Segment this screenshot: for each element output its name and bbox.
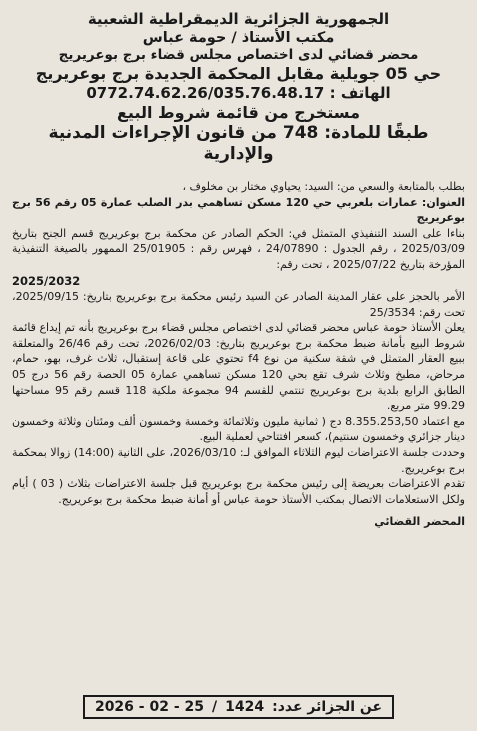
extract-title: مستخرج من قائمة شروط البيع [117,102,360,122]
publication-date: 2026 - 02 - 25 [94,699,204,715]
notice-body [12,179,465,529]
phone-label: الهاتف : [329,83,391,102]
publication-label: عن الجزائر عدد: [272,699,383,715]
announcement-paragraph: يعلن الأستاذ حومة عباس محضر قضائي لدى اختصاص مجلس قضاء برج بوعريريج بأنه تم إيداع قائمة شروط البيع بأمانة ضبط محكمة برج بوعريريج بتاريخ: 2026/02/03، تحت رقم 26/46 والمتعلقة ببيع العقار المتمثل في شقة سكنية من نوع f4 تحتوي على قاعة إستقبال، ثلاث غرف، بهو، حمام، مرحاض، مطبخ وثلاث شرف تقع بحي 120 مسكن تساهمي عمارة 05 الحصة رقم 56 درج 05 الطابق الرابع بلدية برج بوعريريج تنتمي للقسم 94 مجموعة ملكية 118 قسم رقم 95 مساحتها 99.29 متر مربع. [12,321,466,413]
enforcement-ref-number: 2025/2032 [12,273,81,288]
bailiff-title: محضر قضائي لدى اختصاص مجلس قضاء برج بوعريريج [58,46,419,63]
hearing-paragraph: وحددت جلسة الاعتراضات ليوم الثلاثاء الموافق لـ: 2026/03/10، على الثانية (14:00) زوالا بمحكمة برج بوعريريج. [12,446,465,475]
phone-line [12,84,465,103]
seizure-order-paragraph: الأمر بالحجز على عقار المدينة الصادر عن السيد رئيس محكمة برج بوعريريج بتاريخ: 2025/09/15، تحت رقم: 25/3534 [12,289,465,319]
separator: / [212,699,218,715]
office-title: مكتب الأستاذ / حومة عباس [142,29,335,46]
republic-title: الجمهورية الجزائرية الديمقراطية الشعبية [87,10,390,28]
legal-article: طبقًا للمادة: 748 من قانون الإجراءات المدنية والإدارية [48,122,429,164]
price-paragraph: مع اعتماد 8.355.253,50 دج ( ثمانية مليون وثلاثمائة وخمسة وخمسون ألف ومئتان وثلاثة وخمسون دينار جزائري وخمسون سنتيم)، كسعر افتتاحي لعملية البيع. [12,414,465,444]
phone-numbers: 0772.74.62.26/035.76.48.17 [86,83,325,102]
requester-paragraph: بطلب بالمتابعة والسعي من: السيد: يحياوي مختار بن مخلوف ، [182,180,465,193]
signature: المحضر القضائي [374,514,465,528]
office-address: حي 05 جويلية مقابل المحكمة الجديدة برج بوعريريج [35,63,442,83]
issue-number: 1424 [225,699,265,715]
footer [0,695,477,719]
objections-paragraph: تقدم الاعتراضات بعريضة إلى رئيس محكمة برج بوعريريج قبل جلسة الاعتراضات بثلاث ( 03 ) أيام ولكل الاستعلامات الاتصال بمكتب الأستاذ حومة عباس أو أمانة ضبط محكمة برج بوعريريج. [12,477,465,506]
publication-stamp [83,695,394,719]
address-paragraph: العنوان: عمارات بلعربي حي 120 مسكن تساهمي بدر الصلب عمارة 05 رقم 56 برج بوعريريج [12,195,465,225]
enforcement-title-paragraph: بناءا على السند التنفيذي المتمثل في: الحكم الصادر عن محكمة برج بوعريريج قسم الجنح بتاريخ 2025/03/09 ، رقم الجدول : 24/07890 ، فهرس رقم : 25/01905 الممهور بالصيغة التنفيذية المؤرخة بتاريخ 2025/07/22 ، تحت رقم: [12,226,466,272]
